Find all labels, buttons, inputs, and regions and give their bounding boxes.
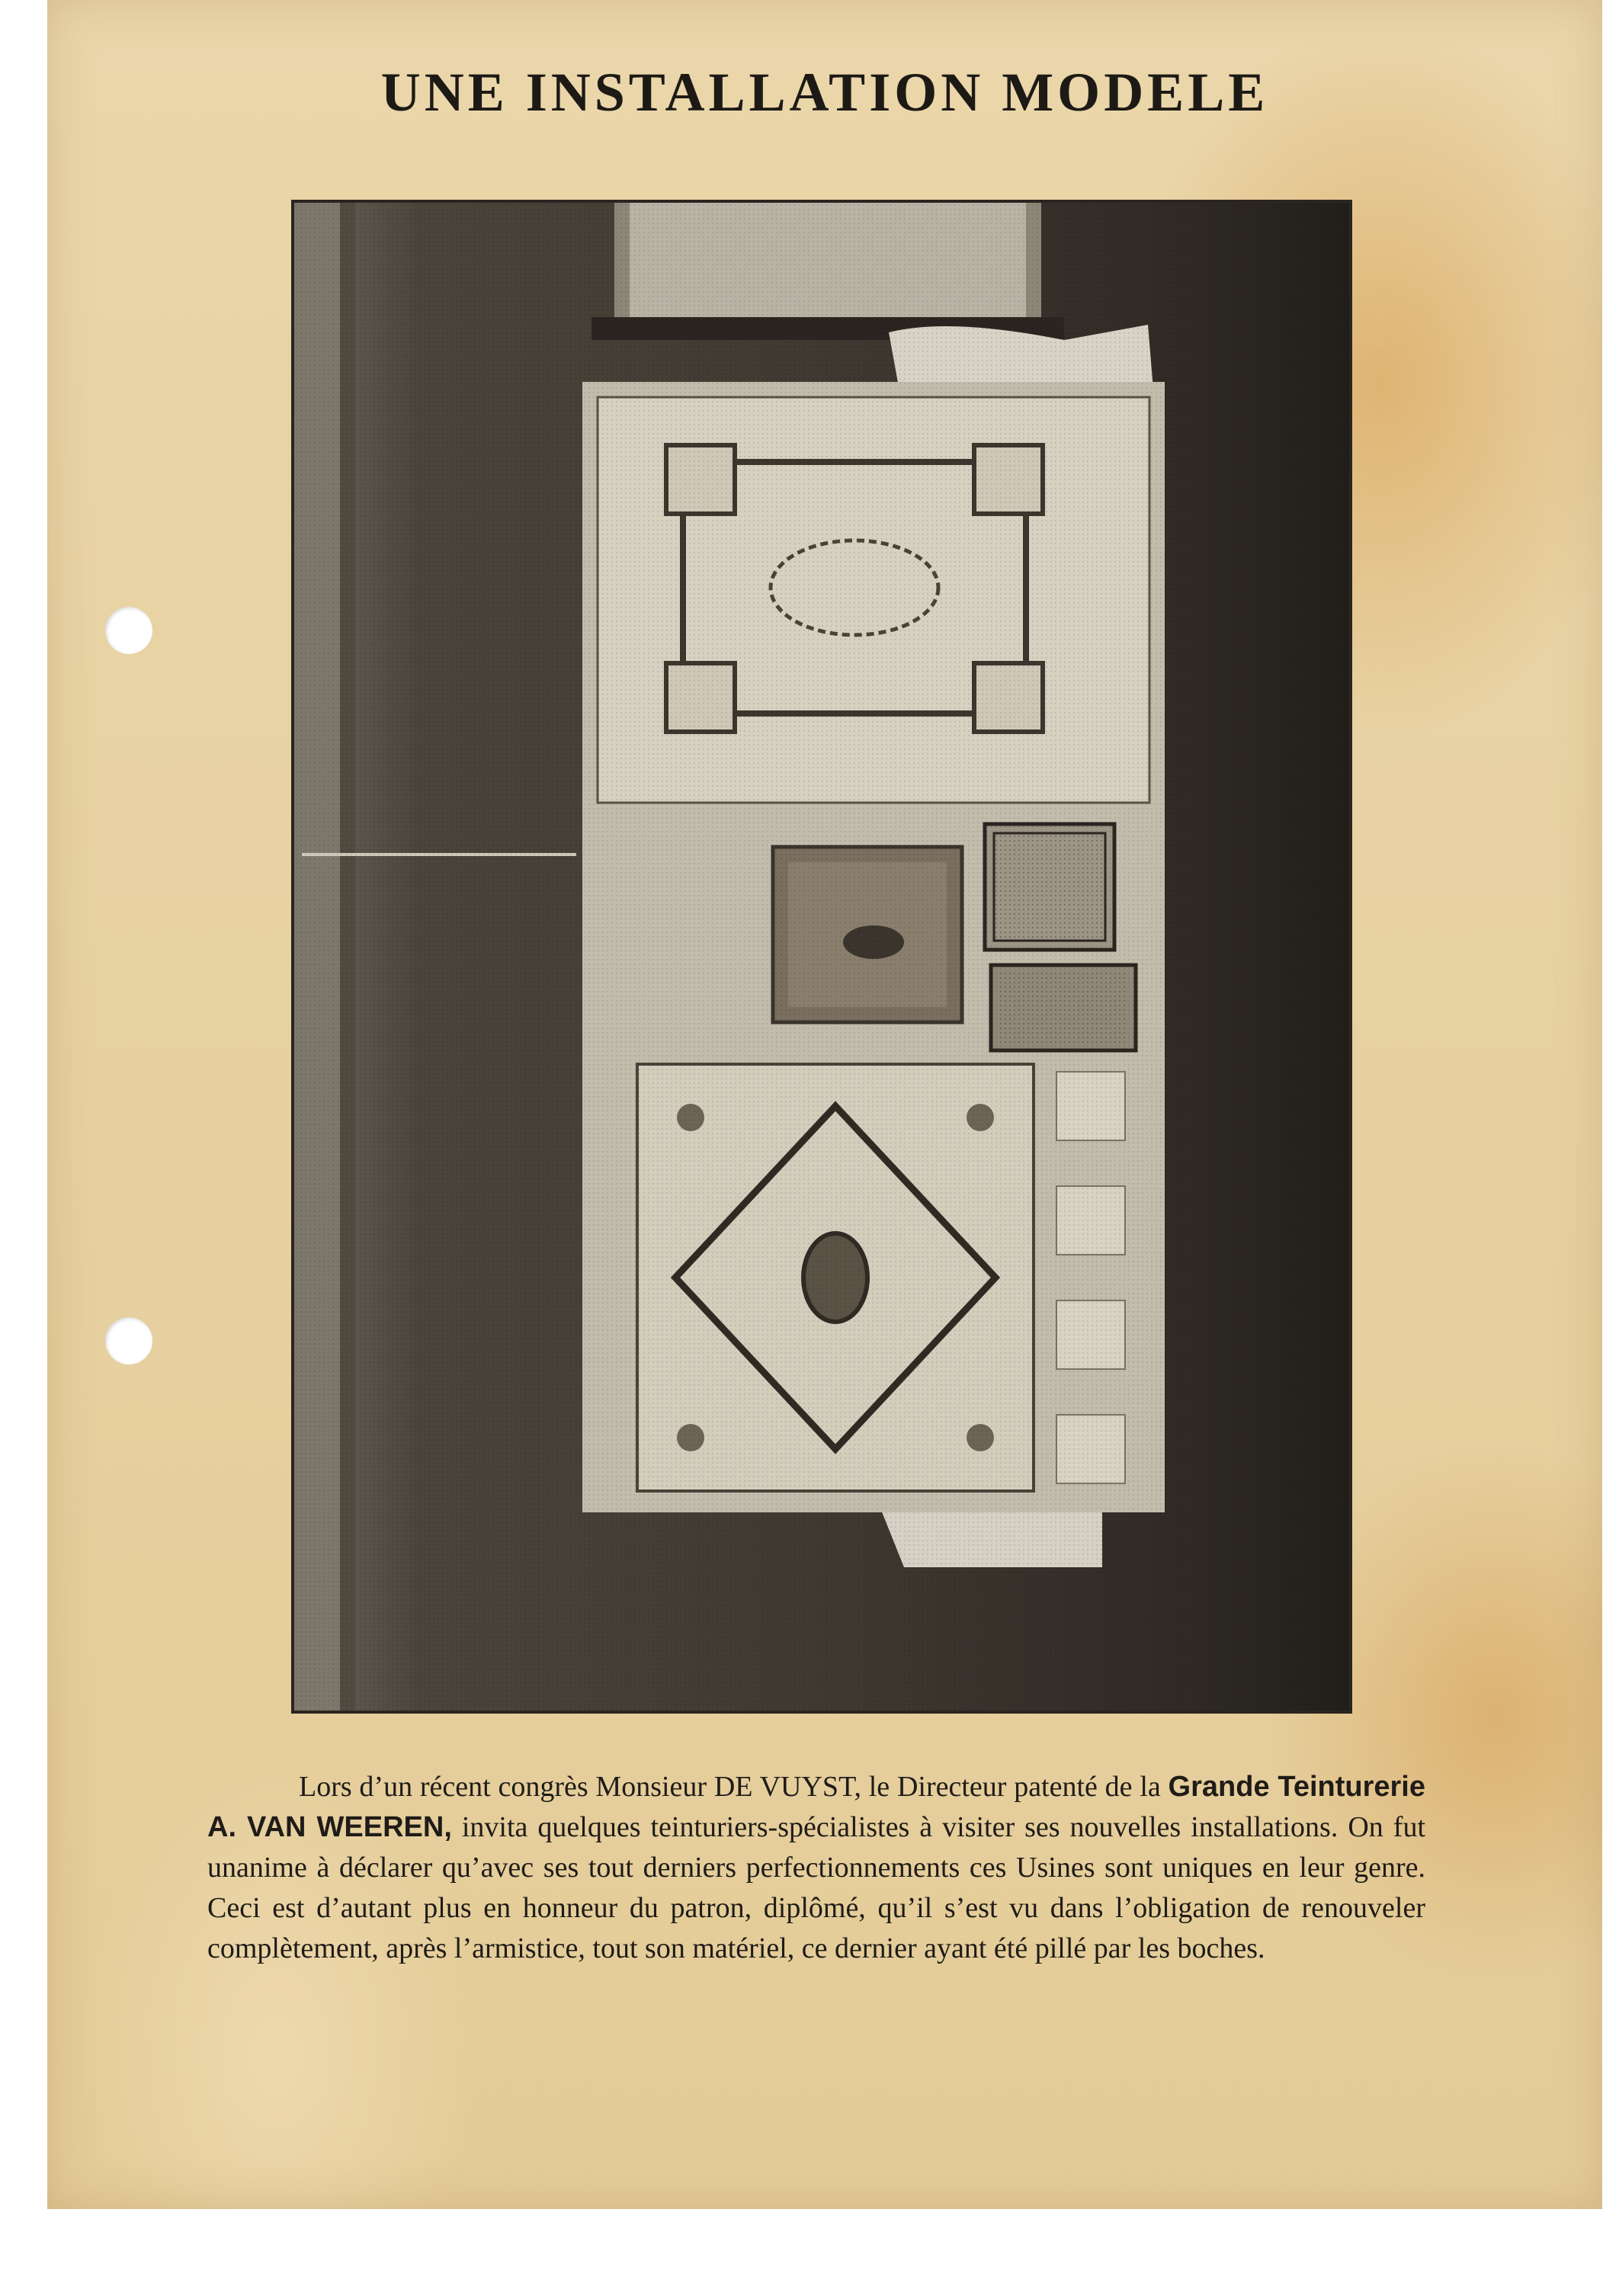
company-name: Grande Teinturerie A. VAN WEEREN, xyxy=(207,1771,1425,1843)
punch-hole-top xyxy=(105,607,152,654)
page-title: UNE INSTALLATION MODELE xyxy=(380,62,1269,123)
article-text-end: invita quelques teinturiers-spécialistes à visiter ses nouvelles installations. On fut unanime à déclarer qu’avec ses tout derniers perfectionnements ces Usines sont uniques en leur genre. Ceci est d’autant plus en honneur du patron, diplômé, qu’il s’est vu dans l’obligation de renouveler complètement, après l’armistice, tout son matériel, ce dernier ayant été pillé par les boches. xyxy=(207,1811,1425,1964)
article-paragraph xyxy=(207,1767,1425,1969)
halftone-photograph xyxy=(291,200,1352,1714)
article-text-start: Lors d’un récent congrès Monsieur DE VUYST, le Directeur patenté de la xyxy=(299,1771,1169,1803)
embroidered-textile-panels-icon xyxy=(294,203,1349,1711)
punch-hole-bottom xyxy=(105,1317,152,1364)
